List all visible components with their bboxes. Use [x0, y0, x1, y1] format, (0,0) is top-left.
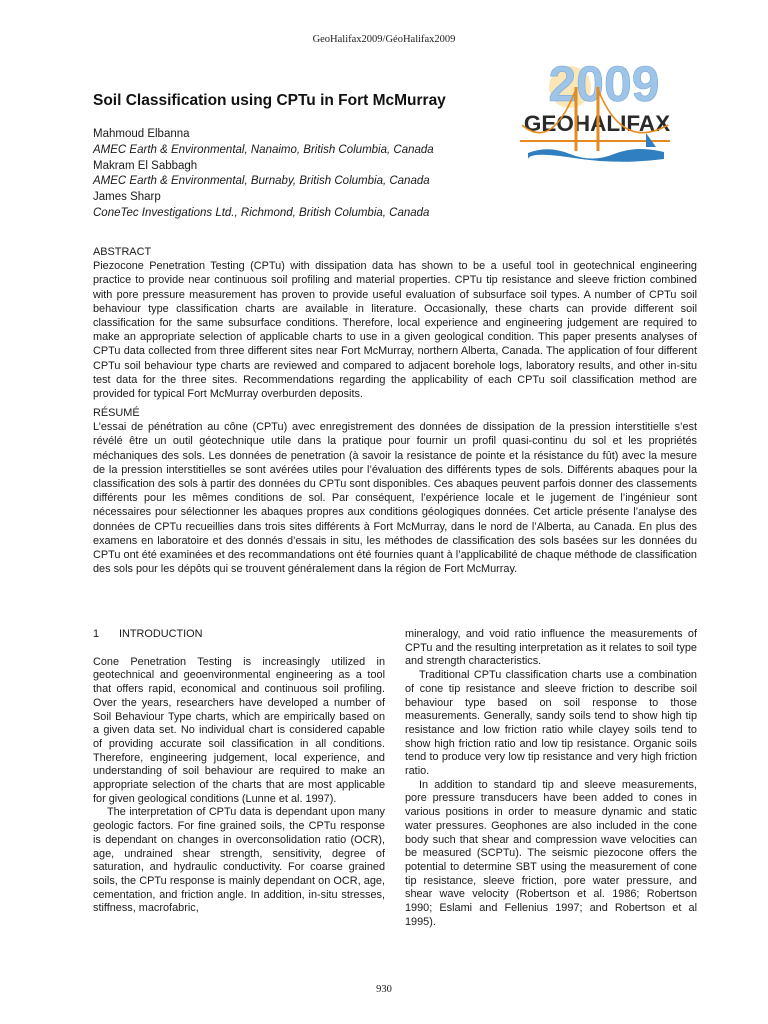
paragraph: mineralogy, and void ratio influence the measurements of CPTu and the resulting interpretation as it relates to soil type and strength characteristics. [405, 628, 697, 668]
body-column-right [405, 628, 697, 929]
paragraph: In addition to standard tip and sleeve measurements, pore pressure transducers have been added to cones in various positions in order to measure dynamic and static water pressures. Geophones are also included in the cone body such that shear and compression wave velocities can be measured (SCPTu). The seismic piezocone offers the potential to determine SBT using the measurement of cone tip resistance, sleeve friction, pore water pressure, and shear wave velocity (Robertson et al. 1986; Robertson 1990; Eslami and Fellenius 1997; and Robertson et al 1995). [405, 778, 697, 928]
section-heading [93, 628, 385, 642]
paragraph: Traditional CPTu classification charts use a combination of cone tip resistance and sleeve friction to describe soil behaviour type based on soil response to those measurements. Generally, sandy soils tend to show high tip resistance and low friction ratio while clayey soils tend to show high friction ratio and low tip resistance. Organic soils tend to produce very low tip resistance and very high friction ratio. [405, 669, 697, 778]
author-name: Makram El Sabbagh [93, 159, 198, 172]
author-name: Mahmoud Elbanna [93, 128, 190, 140]
abstract-section [93, 245, 697, 401]
page-number: 930 [376, 984, 392, 995]
author-affiliation: AMEC Earth & Environmental, Burnaby, British Columbia, Canada [93, 175, 430, 188]
resume-section [93, 406, 697, 576]
body-column-left [93, 628, 385, 916]
abstract-heading: ABSTRACT [93, 246, 152, 258]
resume-text: L’essai de pénétration au cône (CPTu) avec enregistrement des données de dissipation de la pression interstitielle s’est révélé être un outil géotechnique utile dans la pratique pour fournir un profil quasi-continu du sol et les propriétés méchaniques des sols. Les données de penetration (à savoir la resistance de pointe et la résistance du fût) avec la mesure de la pression interstitielles se sont avérées utiles pour l’évaluation des différents types de sols. Différents abaques pour la classification des sols à partir des données du CPTu sont disponibles. Ces abaques peuvent parfois donner des classements différents pour les mêmes conditions de sol. Par conséquent, l’expérience locale et le jugement de l’ingénieur sont nécessaires pour sélectionner les abaques propres aux conditions géologiques données. Cet article présente l’analyse des données de CPTu recueillies dans trois sites différents à Fort McMurray, dans le nord de l’Alberta, au Canada. En plus des examens en laboratoire et des donnés d’essais in situ, les méthodes de classification des sols basées sur les données du CPTu ont été examinées et des recommandations ont été fournies quant à l’applicabilité de chaque méthode de classification des sols pour les dépôts qui se trouvent généralement dans la région de Fort McMurray. [93, 421, 697, 576]
geohalifax-logo [518, 55, 673, 167]
logo-wordmark: GEOHALIFAX [523, 111, 671, 136]
author-affiliation: AMEC Earth & Environmental, Nanaimo, British Columbia, Canada [93, 143, 434, 156]
running-head: GeoHalifax2009/GéoHalifax2009 [312, 34, 456, 45]
abstract-text: Piezocone Penetration Testing (CPTu) with dissipation data has shown to be a useful tool in geotechnical engineering practice to provide near continuous soil profiling and material properties. CPTu tip resistance and sleeve friction combined with pore pressure measurement has proven to provide useful evaluation of subsurface soil types. A number of CPTu soil behaviour type classification charts are available in literature. Occasionally, these charts can provide different soil classification for the same subsurface conditions. Therefore, local experience and engineering judgement are required to make an appropriate selection of applicable charts to use in a given geological condition. This paper presents analyses of CPTu data collected from three different sites near Fort McMurray, northern Alberta, Canada. The application of four different CPTu soil behaviour type charts are reviewed and compared to adjacent borehole logs, laboratory results, and other in-situ test data for the three sites. Recommendations regarding the applicability of each CPTu soil classification method are provided for typical Fort McMurray overburden deposits. [93, 260, 697, 401]
section-number: 1 [93, 628, 100, 640]
resume-heading: RÉSUMÉ [93, 407, 140, 419]
logo-year: 2009 [548, 56, 660, 112]
logo-waves [528, 149, 664, 162]
paragraph: Cone Penetration Testing is increasingly utilized in geotechnical and geoenvironmental engineering as a tool that offers rapid, economical and continuous soil profiling. Over the years, researchers have developed a number of Soil Behaviour Type charts, which are empirically based on a given data set. No individual chart is considered capable of providing accurate soil classification in all conditions. Therefore, engineering judgement, local experience, and understanding of soil behaviour are required to make an appropriate selection of the charts that are most applicable for given geological conditions (Lunne et al. 1997). [93, 655, 385, 805]
author-block [93, 127, 434, 222]
section-title: INTRODUCTION [119, 628, 203, 640]
paper-title: Soil Classification using CPTu in Fort McMurray [93, 92, 446, 109]
author-affiliation: ConeTec Investigations Ltd., Richmond, British Columbia, Canada [93, 206, 430, 219]
author-name: James Sharp [93, 191, 161, 204]
paragraph: The interpretation of CPTu data is dependant upon many geologic factors. For fine grained soils, the CPTu response is dependant on changes in overconsolidation ratio (OCR), age, undrained shear strength, sensitivity, degree of saturation, and hydraulic conductivity. For coarse grained soils, the CPTu response is mainly dependant on OCR, age, cementation, and friction angle. In addition, in-situ stresses, stiffness, macrofabric, [93, 806, 385, 915]
